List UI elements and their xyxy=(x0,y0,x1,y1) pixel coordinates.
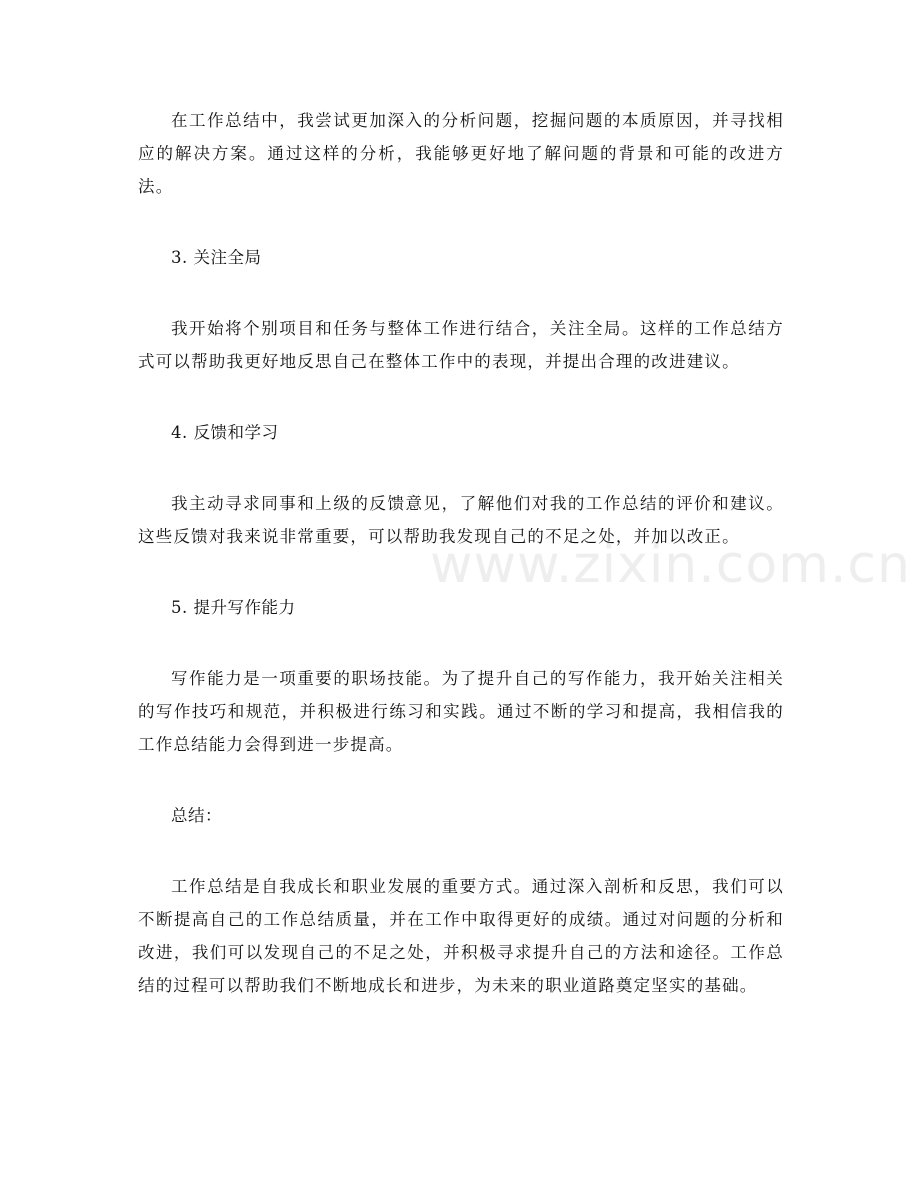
heading-feedback-learning: 4. 反馈和学习 xyxy=(171,423,279,442)
heading-writing-ability: 5. 提升写作能力 xyxy=(171,598,296,617)
paragraph-global-view: 我开始将个别项目和任务与整体工作进行结合，关注全局。这样的工作总结方式可以帮助我更好地反思自己在整体工作中的表现，并提出合理的改进建议。 xyxy=(138,319,784,371)
heading-global-view: 3. 关注全局 xyxy=(171,248,262,267)
watermark: www.zixin.com.cn xyxy=(430,535,911,595)
heading-summary: 总结： xyxy=(171,806,222,825)
paragraph-summary: 工作总结是自我成长和职业发展的重要方式。通过深入剖析和反思，我们可以不断提高自己的工作总结质量，并在工作中取得更好的成绩。通过对问题的分析和改进，我们可以发现自己的不足之处，并积极寻求提升自己的方法和途径。工作总结的过程可以帮助我们不断地成长和进步，为未来的职业道路奠定坚实的基础。 xyxy=(138,877,784,995)
paragraph-feedback-learning: 我主动寻求同事和上级的反馈意见，了解他们对我的工作总结的评价和建议。这些反馈对我来说非常重要，可以帮助我发现自己的不足之处，并加以改正。 xyxy=(138,494,784,546)
paragraph-writing-ability: 写作能力是一项重要的职场技能。为了提升自己的写作能力，我开始关注相关的写作技巧和规范，并积极进行练习和实践。通过不断的学习和提高，我相信我的工作总结能力会得到进一步提高。 xyxy=(138,669,784,754)
document-body xyxy=(138,104,784,1002)
paragraph-analysis: 在工作总结中，我尝试更加深入的分析问题，挖掘问题的本质原因，并寻找相应的解决方案。通过这样的分析，我能够更好地了解问题的背景和可能的改进方法。 xyxy=(138,111,784,196)
